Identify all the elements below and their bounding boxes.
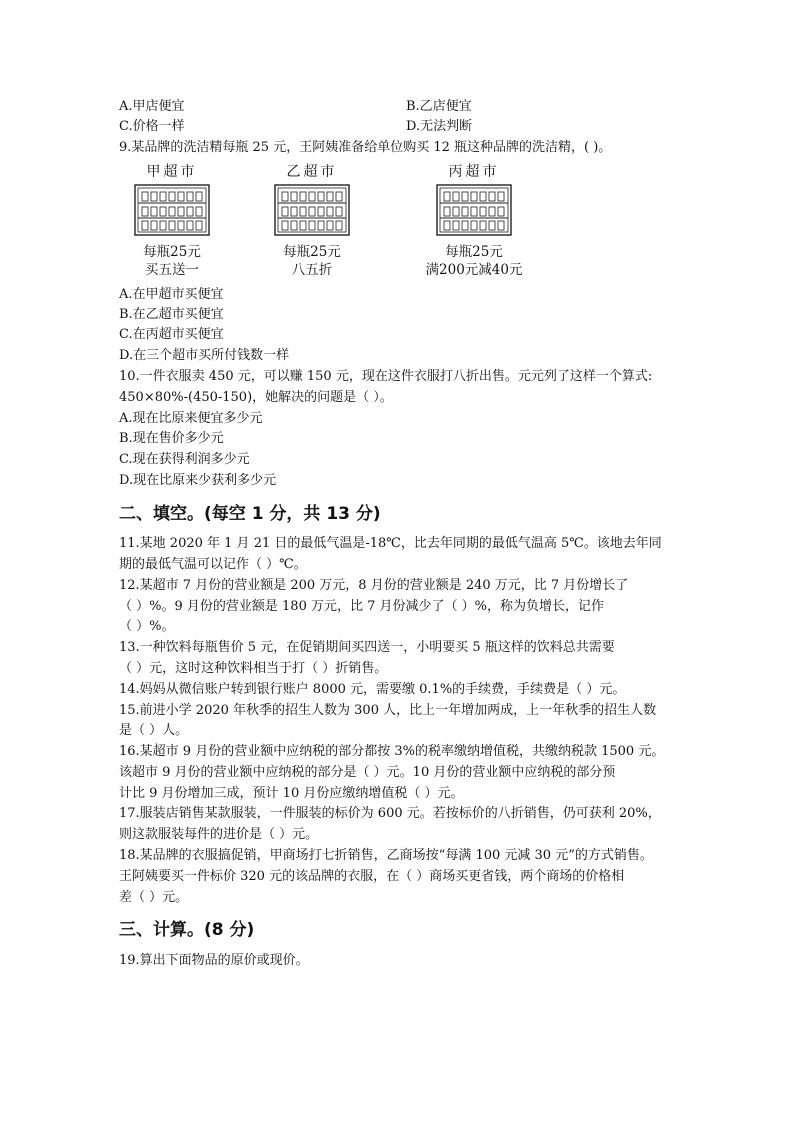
q16-line-1: 16.某超市 9 月份的营业额中应纳税的部分都按 3%的税率缴纳增值税，共缴纳税款 1500 元。 [119, 744, 665, 759]
section2-heading: 二、填空。(每空 1 分，共 13 分) [119, 504, 381, 524]
store-deal-yi: 八五折 [291, 262, 333, 278]
q18-line-3: 差（ ）元。 [119, 890, 189, 905]
q10-option-b: B.现在售价多少元 [119, 431, 224, 446]
section3-heading: 三、计算。(8 分) [119, 920, 255, 940]
q9-stem: 9.某品牌的洗洁精每瓶 25 元，王阿姨准备给单位购买 12 瓶这种品牌的洗洁精，( )。 [119, 140, 612, 155]
q16-line-3: 计比 9 月份增加三成，预计 10 月份应缴纳增值税（ ）元。 [119, 786, 464, 801]
q12-line-2: （ ）%。9 月份的营业额是 180 万元，比 7 月份减少了（ ）%，称为负增长，记作 [119, 599, 604, 614]
shelf-illustration-yi [274, 184, 350, 236]
q8-option-c: C.价格一样 [119, 119, 185, 134]
shelf-illustration-jia [134, 184, 210, 236]
store-name-yi: 乙超市 [286, 164, 338, 180]
shelf-illustration-bing [436, 184, 512, 236]
q9-option-a: A.在甲超市买便宜 [119, 287, 224, 302]
q17-line-2: 则这款服装每件的进价是（ ）元。 [119, 827, 319, 842]
q13-line-2: （ ）元，这时这种饮料相当于打（ ）折销售。 [119, 661, 388, 676]
q9-option-d: D.在三个超市买所付钱数一样 [119, 348, 290, 363]
store-price-yi: 每瓶25元 [283, 244, 341, 260]
q10-option-d: D.现在比原来少获利多少元 [119, 473, 277, 488]
q10-option-c: C.现在获得利润多少元 [119, 452, 250, 467]
q10-option-a: A.现在比原来便宜多少元 [119, 411, 263, 426]
q8-option-row-2 [119, 117, 473, 137]
q8-option-a: A.甲店便宜 [119, 99, 185, 114]
q8-option-b: B.乙店便宜 [406, 99, 472, 114]
q9-option-c: C.在丙超市买便宜 [119, 327, 224, 342]
store-name-jia: 甲超市 [146, 164, 198, 180]
store-price-bing: 每瓶25元 [445, 244, 503, 260]
q15-line-2: 是（ ）人。 [119, 723, 189, 738]
q17-line-1: 17.服装店销售某款服装，一件服装的标价为 600 元。若按标价的八折销售，仍可获利 20%， [119, 806, 661, 821]
store-bing [414, 163, 534, 279]
q12-line-1: 12.某超市 7 月份的营业额是 200 万元，8 月份的营业额是 240 万元，比 7 月份增长了 [119, 578, 629, 593]
q15-line-1: 15.前进小学 2020 年秋季的招生人数为 300 人，比上一年增加两成，上一年秋季的招生人数 [119, 703, 657, 718]
q16-line-2: 该超市 9 月份的营业额中应纳税的部分是（ ）元。10 月份的营业额中应纳税的部分预 [119, 765, 616, 780]
q10-stem-line-1: 10.一件衣服卖 450 元，可以赚 150 元，现在这件衣服打八折出售。元元列了这样一个算式: [119, 369, 653, 384]
q11-line-2: 期的最低气温可以记作（ ）℃。 [119, 557, 307, 572]
store-deal-bing: 满200元减40元 [425, 262, 523, 278]
q18-line-1: 18.某品牌的衣服搞促销，甲商场打七折销售，乙商场按“每满 100 元减 30 元”的方式销售。 [119, 848, 653, 863]
store-name-bing: 丙超市 [448, 164, 500, 180]
q14-line-1: 14.妈妈从微信账户转到银行账户 8000 元，需要缴 0.1%的手续费，手续费是（ ）元。 [119, 682, 626, 697]
store-jia [112, 163, 232, 279]
q18-line-2: 王阿姨要买一件标价 320 元的该品牌的衣服，在（ ）商场买更省钱，两个商场的价格相 [119, 869, 625, 884]
q11-line-1: 11.某地 2020 年 1 月 21 日的最低气温是-18℃，比去年同期的最低气温高 5℃。该地去年同 [119, 536, 662, 551]
q8-option-row-1 [119, 97, 472, 117]
q10-stem-line-2: 450×80%-(450-150)，她解决的问题是（ ）。 [119, 390, 393, 405]
q8-option-d: D.无法判断 [406, 119, 473, 134]
q9-option-b: B.在乙超市买便宜 [119, 307, 224, 322]
store-price-jia: 每瓶25元 [143, 244, 201, 260]
store-deal-jia: 买五送一 [145, 262, 199, 278]
q19-stem: 19.算出下面物品的原价或现价。 [119, 953, 309, 968]
q13-line-1: 13.一种饮料每瓶售价 5 元，在促销期间买四送一，小明要买 5 瓶这样的饮料总共需要 [119, 640, 615, 655]
store-yi [252, 163, 372, 279]
q12-line-3: （ ）%。 [119, 619, 175, 634]
